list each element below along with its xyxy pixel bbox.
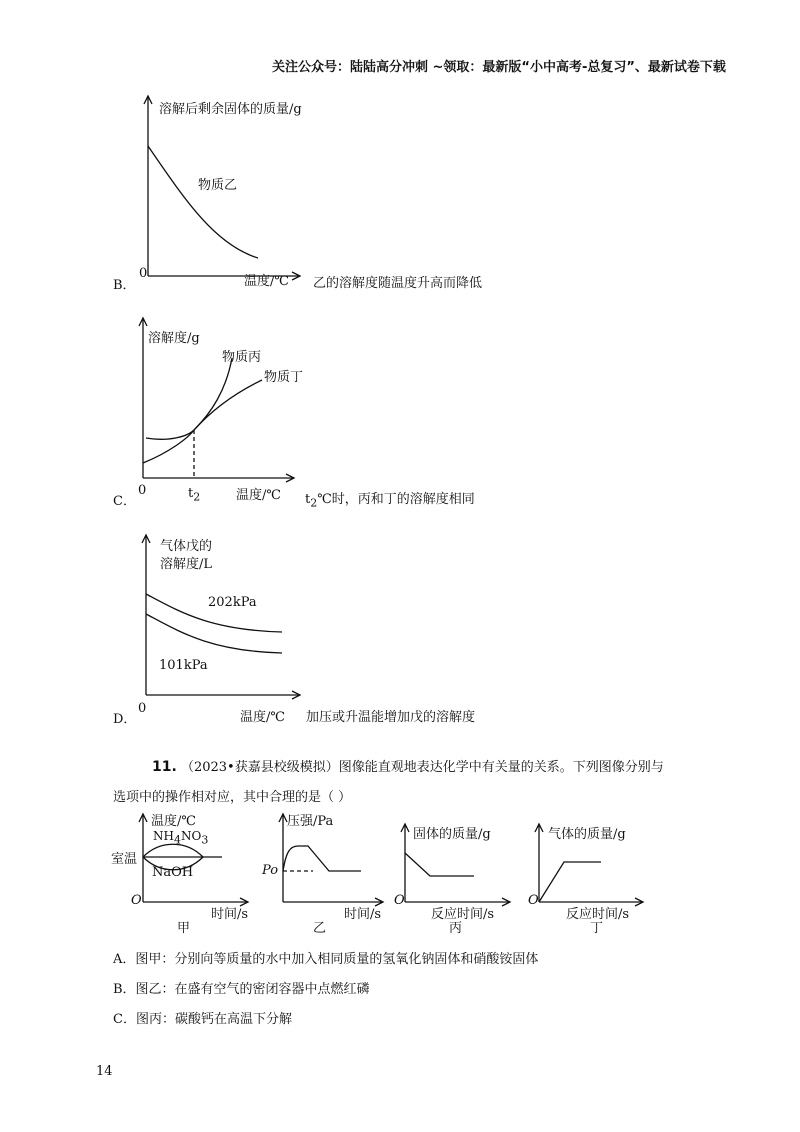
option-c-origin: 0	[138, 483, 147, 498]
question-stem-line1: 11. （2023•获嘉县校级模拟）图像能直观地表达化学中有关量的关系。下列图像分别与	[152, 759, 664, 775]
choice-c: C．图丙：碳酸钙在高温下分解	[113, 1012, 292, 1027]
choice-b: B．图乙：在盛有空气的密闭容器中点燃红磷	[113, 982, 370, 997]
option-c-curve2-label: 物质丁	[264, 370, 304, 385]
graph-yi-ylabel: 压强/Pa	[287, 814, 334, 829]
graph-yi-xlabel: 时间/s	[344, 907, 382, 922]
option-b-statement: 乙的溶解度随温度升高而降低	[313, 276, 483, 291]
graph-yi-caption: 乙	[313, 921, 327, 936]
graph-bing-caption: 丙	[449, 921, 463, 936]
graph-ding-caption: 丁	[590, 921, 604, 936]
page-number: 14	[96, 1064, 113, 1079]
graph-ding-origin: O	[528, 893, 539, 908]
option-d-origin: 0	[138, 701, 147, 716]
graph-bing-xlabel: 反应时间/s	[431, 907, 495, 922]
option-c-ylabel: 溶解度/g	[148, 331, 200, 346]
graph-jia-origin: O	[131, 893, 142, 908]
option-d-statement: 加压或升温能增加戊的溶解度	[306, 710, 476, 725]
option-b-letter: B．	[113, 278, 136, 293]
graph-ding-xlabel: 反应时间/s	[566, 907, 630, 922]
option-c-statement: $t_2℃$时，丙和丁的溶解度相同	[305, 492, 475, 510]
graph-yi-curve	[283, 846, 361, 871]
option-d-xlabel: 温度/℃	[240, 710, 285, 725]
option-d-letter: D．	[113, 712, 137, 727]
graph-jia-ylabel: 温度/℃	[151, 814, 196, 829]
graph-jia-upper-label: $NH_4NO_3$	[153, 829, 209, 847]
option-b-ylabel: 溶解后剩余固体的质量/g	[159, 102, 302, 117]
graph-jia-xlabel: 时间/s	[211, 907, 249, 922]
option-d-ylabel-2: 溶解度/L	[160, 557, 213, 572]
question-stem-line2: 选项中的操作相对应，其中合理的是（ ）	[113, 790, 352, 805]
graph-ding-ylabel: 气体的质量/g	[548, 827, 626, 842]
graph-jia-lower-label: NaOH	[152, 865, 194, 880]
option-d-ylabel-1: 气体戊的	[160, 539, 213, 554]
option-c-curve1-label: 物质丙	[222, 350, 262, 365]
graph-bing-origin: O	[394, 893, 405, 908]
choice-a: A．图甲：分别向等质量的水中加入相同质量的氢氧化钠固体和硝酸铵固体	[113, 952, 539, 967]
graph-bing-curve	[405, 853, 474, 876]
option-d-label-202kpa: 202kPa	[208, 595, 257, 610]
option-c-letter: C．	[113, 494, 136, 509]
option-b-origin: 0	[139, 266, 148, 281]
graph-jia-caption: 甲	[177, 921, 191, 936]
page-header: 关注公众号：陆陆高分冲刺 ~领取：最新版“小中高考-总复习”、最新试卷下载	[272, 60, 726, 75]
option-b-curve-label: 物质乙	[198, 178, 238, 193]
option-c-tick-t2: $t_2$	[188, 486, 201, 504]
graph-ding-curve	[539, 862, 601, 902]
option-c-xlabel: 温度/℃	[236, 488, 281, 503]
option-d-label-101kpa: 101kPa	[159, 658, 208, 673]
option-b-xlabel: 温度/℃	[244, 274, 289, 289]
graph-jia-room-temp: 室温	[111, 852, 138, 867]
graph-bing-ylabel: 固体的质量/g	[413, 827, 491, 842]
graph-yi-p0: Po	[262, 863, 279, 878]
